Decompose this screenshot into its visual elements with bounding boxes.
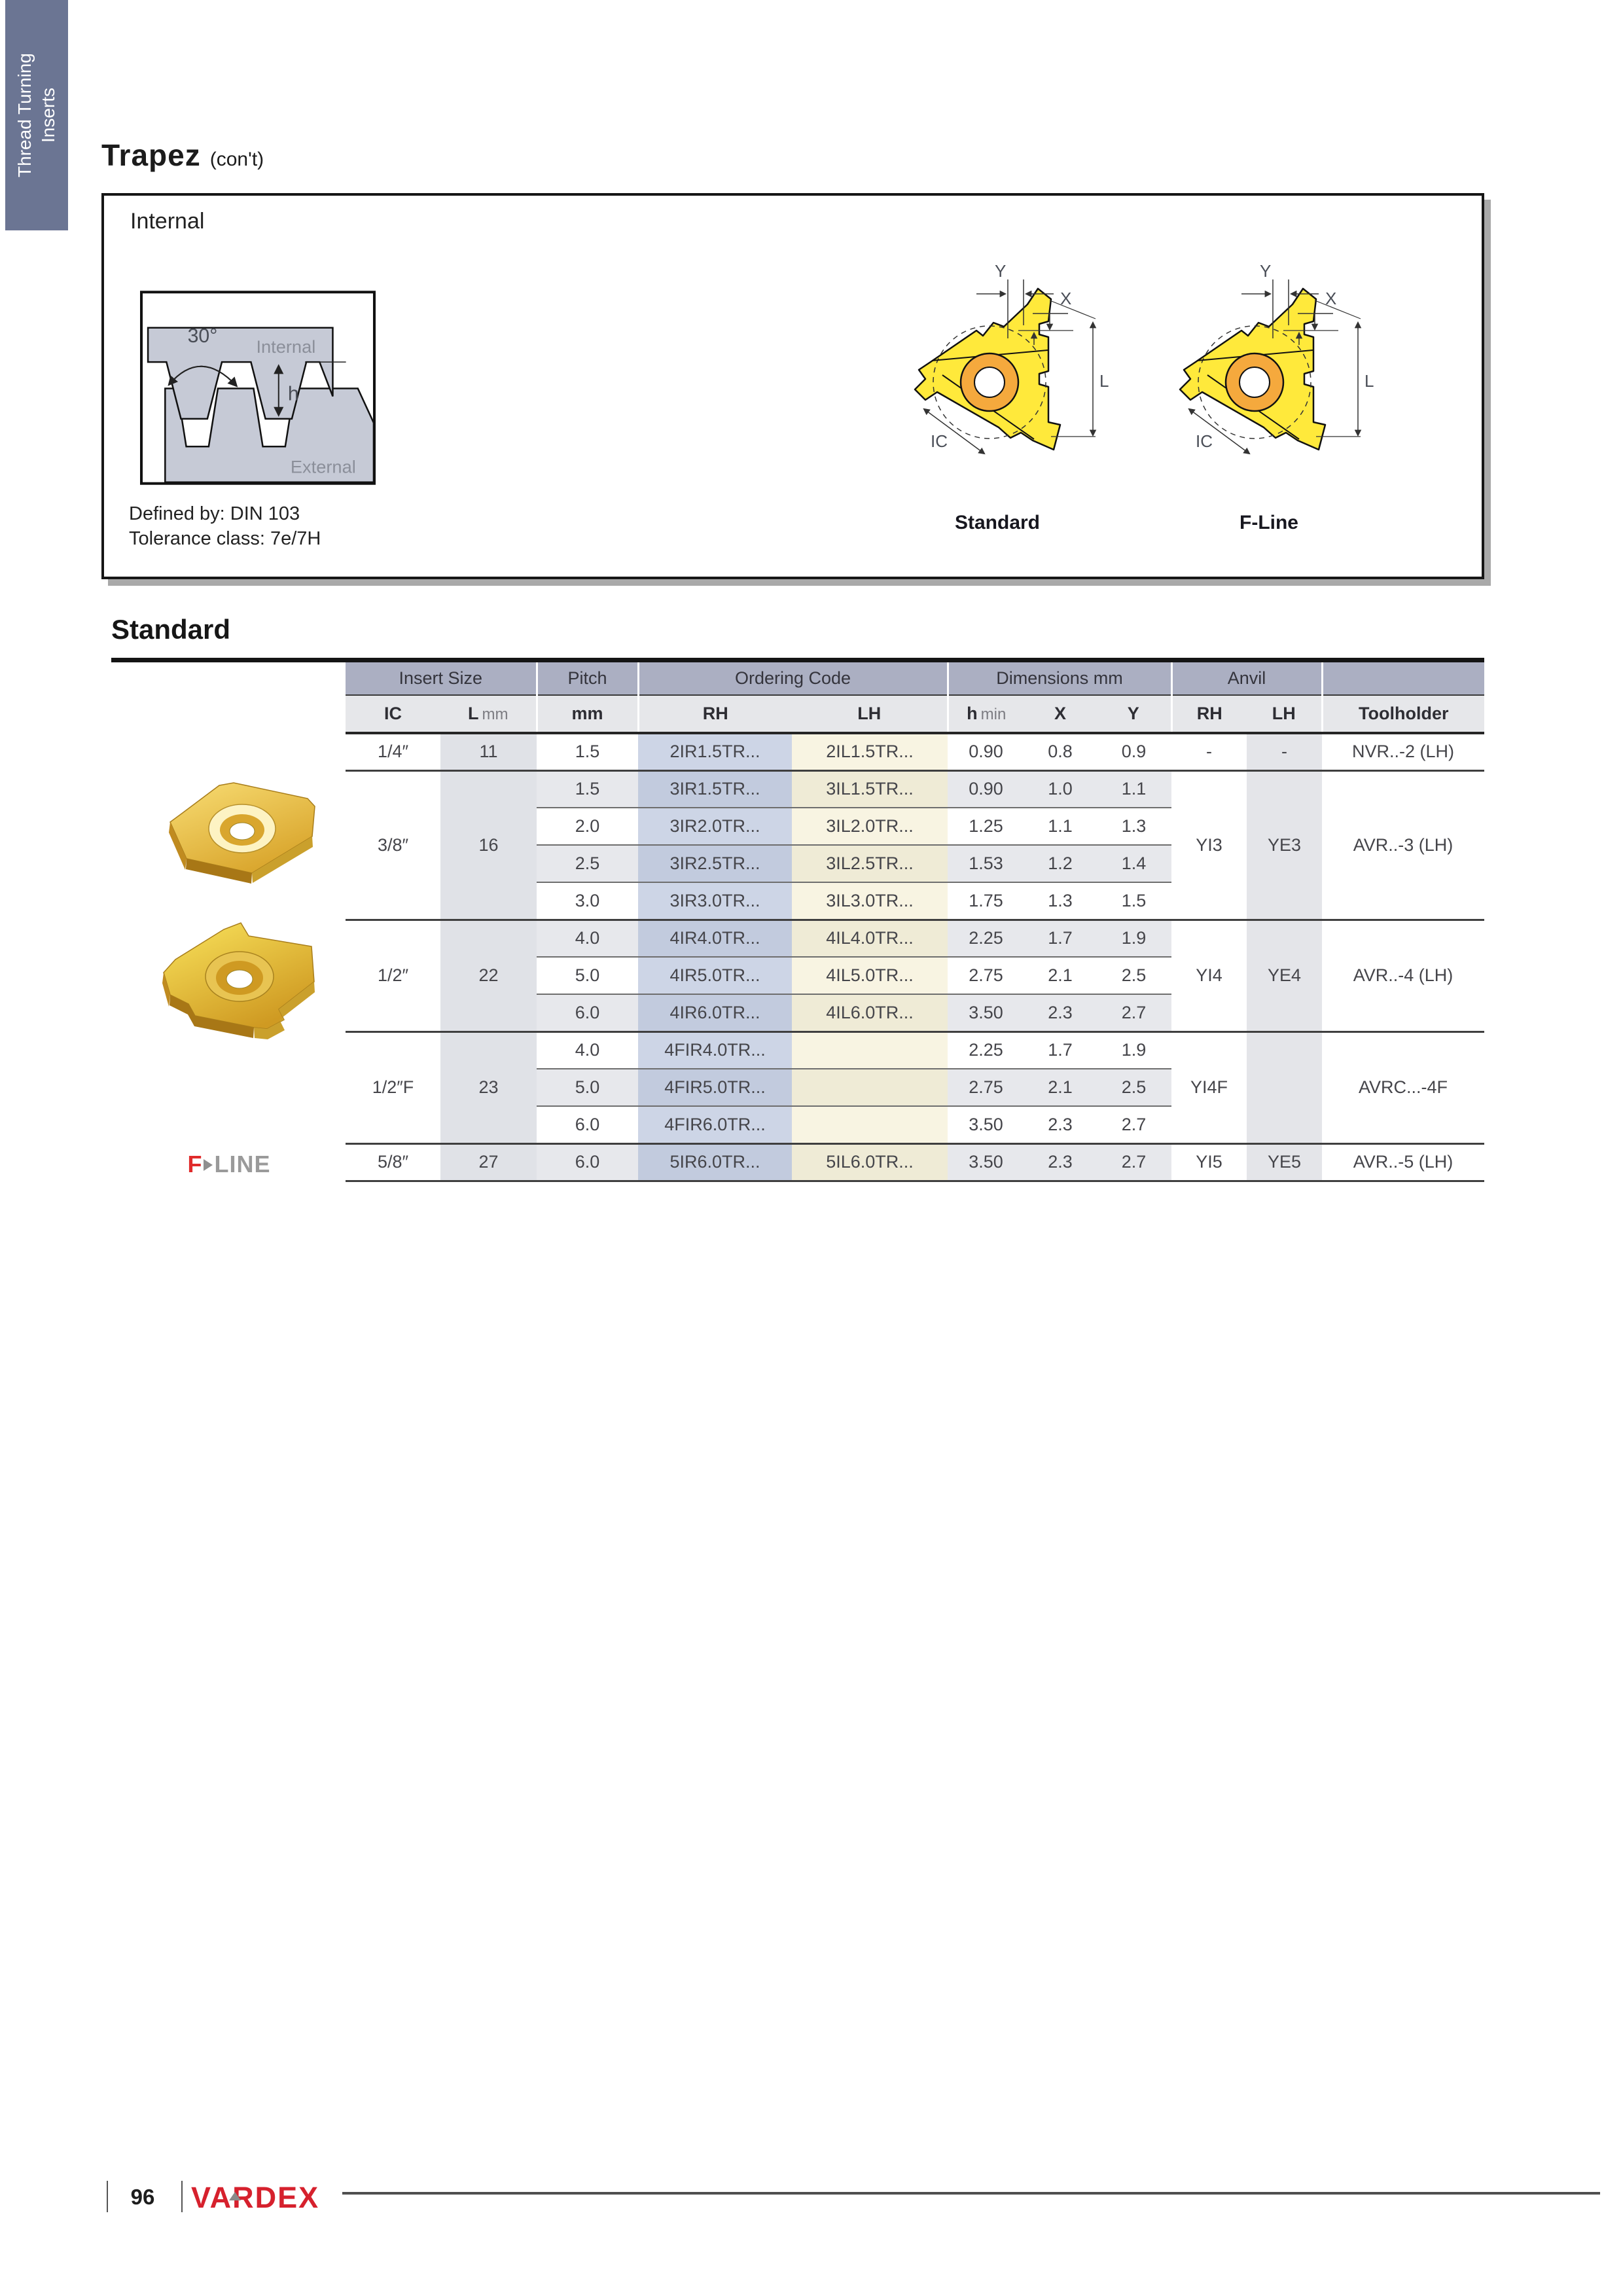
sub-header-label: RH [1196, 704, 1222, 723]
sub-header-7 [1096, 695, 1171, 733]
cell-ordering-lh: 3IL1.5TR... [792, 770, 948, 808]
dim-label-ic: IC [931, 431, 948, 451]
sub-header-6 [1024, 695, 1096, 733]
cell-insert-size-l: 22 [440, 920, 537, 1031]
cell-dim-x: 2.1 [1024, 1069, 1096, 1106]
table-group-header-row [346, 662, 1484, 695]
sub-header-label: IC [384, 704, 402, 723]
cell-dim-hmin: 3.50 [948, 994, 1024, 1031]
vardex-logo: VARDEX [191, 2181, 320, 2214]
cell-pitch: 3.0 [537, 882, 638, 920]
dim-label-l: L [1364, 371, 1374, 391]
cell-ordering-lh [792, 1106, 948, 1143]
cell-dim-x: 2.3 [1024, 1106, 1096, 1143]
group-header-dimensions-mm: Dimensions mm [948, 662, 1171, 695]
cell-dim-y: 2.7 [1096, 1143, 1171, 1181]
group-header-pitch: Pitch [537, 662, 638, 695]
cell-ordering-lh: 4IL5.0TR... [792, 957, 948, 994]
cell-dim-x: 1.7 [1024, 920, 1096, 957]
cell-ordering-rh: 4FIR5.0TR... [638, 1069, 792, 1106]
thread-profile-diagram [140, 291, 376, 485]
sub-header-9 [1247, 695, 1322, 733]
cell-anvil-rh: YI4 [1171, 920, 1247, 1031]
table-row [346, 770, 1484, 808]
sub-header-unit: min [980, 706, 1007, 723]
cell-dim-x: 2.3 [1024, 994, 1096, 1031]
cell-insert-size-ic: 3/8″ [346, 770, 440, 920]
vardex-logo-triangle-icon [229, 2192, 241, 2200]
cell-anvil-rh: YI5 [1171, 1143, 1247, 1181]
group-header-anvil: Anvil [1171, 662, 1322, 695]
screw-hole [226, 970, 253, 988]
cell-ordering-rh: 4IR5.0TR... [638, 957, 792, 994]
cell-insert-size-ic: 1/2″F [346, 1031, 440, 1143]
cell-dim-x: 1.3 [1024, 882, 1096, 920]
cell-insert-size-l: 27 [440, 1143, 537, 1181]
cell-ordering-rh: 4IR4.0TR... [638, 920, 792, 957]
cell-ordering-lh: 4IL6.0TR... [792, 994, 948, 1031]
standard-heading: Standard [111, 614, 231, 645]
sub-header-8 [1171, 695, 1247, 733]
cell-ordering-rh: 3IR2.0TR... [638, 808, 792, 845]
cell-dim-y: 2.7 [1096, 994, 1171, 1031]
group-header-ordering-code: Ordering Code [638, 662, 948, 695]
cell-dim-y: 1.9 [1096, 1031, 1171, 1069]
cell-insert-size-l: 11 [440, 733, 537, 770]
internal-label: Internal [256, 336, 316, 357]
footer-rule [342, 2192, 1600, 2195]
sub-header-3 [638, 695, 792, 733]
cell-toolholder: AVRC...-4F [1322, 1031, 1484, 1143]
cell-insert-size-l: 23 [440, 1031, 537, 1143]
table-row [346, 1031, 1484, 1069]
tolerance-text: Tolerance class: 7e/7H [129, 528, 321, 549]
cell-anvil-rh: - [1171, 733, 1247, 770]
cell-dim-y: 1.9 [1096, 920, 1171, 957]
cell-ordering-rh: 4FIR6.0TR... [638, 1106, 792, 1143]
cell-ordering-lh: 5IL6.0TR... [792, 1143, 948, 1181]
cell-pitch: 5.0 [537, 1069, 638, 1106]
cell-ordering-rh: 3IR3.0TR... [638, 882, 792, 920]
sub-header-label: LH [857, 704, 882, 723]
cell-ordering-lh: 3IL2.0TR... [792, 808, 948, 845]
section-tab-line1: Thread Turning [14, 53, 35, 177]
dim-label-y: Y [995, 261, 1007, 281]
sub-header-2 [537, 695, 638, 733]
sub-header-label: Y [1127, 704, 1139, 723]
cell-toolholder: AVR..-3 (LH) [1322, 770, 1484, 920]
cell-ordering-rh: 3IR2.5TR... [638, 845, 792, 882]
sub-header-1 [440, 695, 537, 733]
dim-label-ic: IC [1196, 431, 1213, 451]
table-row [346, 1143, 1484, 1181]
page-title-continuation: (con't) [209, 149, 264, 170]
cell-dim-x: 1.2 [1024, 845, 1096, 882]
cell-dim-hmin: 2.75 [948, 957, 1024, 994]
cell-anvil-lh [1247, 1031, 1322, 1143]
footer-divider-mid [181, 2181, 183, 2212]
cell-insert-size-ic: 1/4″ [346, 733, 440, 770]
cell-dim-y: 1.5 [1096, 882, 1171, 920]
standard-table [346, 662, 1484, 1182]
cell-pitch: 4.0 [537, 1031, 638, 1069]
cell-dim-x: 0.8 [1024, 733, 1096, 770]
cell-ordering-lh [792, 1069, 948, 1106]
group-header-blank [1322, 662, 1484, 695]
cell-pitch: 1.5 [537, 770, 638, 808]
cell-ordering-rh: 2IR1.5TR... [638, 733, 792, 770]
table-row [346, 920, 1484, 957]
cell-anvil-lh: YE3 [1247, 770, 1322, 920]
sub-header-0 [346, 695, 440, 733]
cell-anvil-rh: YI4F [1171, 1031, 1247, 1143]
cell-ordering-lh: 3IL2.5TR... [792, 845, 948, 882]
cell-dim-hmin: 0.90 [948, 770, 1024, 808]
page-title [101, 137, 264, 173]
cell-insert-size-ic: 1/2″ [346, 920, 440, 1031]
cell-dim-hmin: 2.25 [948, 920, 1024, 957]
cell-dim-y: 2.7 [1096, 1106, 1171, 1143]
cell-dim-y: 2.5 [1096, 957, 1171, 994]
standard-table-wrap [346, 662, 1484, 1182]
section-tab-text [5, 0, 68, 230]
cell-ordering-lh: 2IL1.5TR... [792, 733, 948, 770]
dim-label-x: X [1060, 289, 1072, 308]
cell-dim-y: 1.4 [1096, 845, 1171, 882]
fline-logo-f: F [187, 1151, 203, 1177]
cell-pitch: 2.5 [537, 845, 638, 882]
h-label: h [287, 383, 299, 405]
insert-photo-fline [156, 918, 319, 1042]
cell-toolholder: NVR..-2 (LH) [1322, 733, 1484, 770]
cell-pitch: 4.0 [537, 920, 638, 957]
cell-pitch: 6.0 [537, 994, 638, 1031]
sub-header-label: mm [571, 704, 603, 723]
table-top-rule [111, 658, 1484, 662]
cell-dim-x: 2.1 [1024, 957, 1096, 994]
cell-toolholder: AVR..-4 (LH) [1322, 920, 1484, 1031]
cell-dim-hmin: 1.25 [948, 808, 1024, 845]
internal-heading: Internal [130, 209, 205, 234]
external-label: External [290, 456, 356, 477]
cell-dim-hmin: 3.50 [948, 1106, 1024, 1143]
section-tab-line2: Inserts [38, 87, 58, 143]
hole-center [974, 367, 1005, 397]
sub-header-label: X [1054, 704, 1067, 723]
sub-header-10 [1322, 695, 1484, 733]
cell-pitch: 6.0 [537, 1143, 638, 1181]
cell-dim-x: 1.1 [1024, 808, 1096, 845]
section-tab [5, 0, 68, 230]
caption-standard: Standard [954, 512, 1041, 533]
table-sub-header-row [346, 695, 1484, 733]
cell-dim-x: 1.7 [1024, 1031, 1096, 1069]
cell-dim-y: 0.9 [1096, 733, 1171, 770]
dim-label-l: L [1099, 371, 1109, 391]
cell-dim-y: 1.3 [1096, 808, 1171, 845]
insert-photo-standard [160, 776, 317, 888]
caption-fline: F-Line [1240, 512, 1298, 533]
fline-logo-rest: LINE [214, 1151, 271, 1177]
cell-ordering-lh: 4IL4.0TR... [792, 920, 948, 957]
angle-label: 30° [187, 325, 218, 347]
cell-toolholder: AVR..-5 (LH) [1322, 1143, 1484, 1181]
cell-ordering-rh: 4IR6.0TR... [638, 994, 792, 1031]
cell-ordering-lh [792, 1031, 948, 1069]
cell-ordering-rh: 4FIR4.0TR... [638, 1031, 792, 1069]
insert-diagram-fline [1164, 261, 1400, 477]
internal-section [101, 193, 1484, 579]
cell-anvil-lh: YE5 [1247, 1143, 1322, 1181]
cell-anvil-lh: YE4 [1247, 920, 1322, 1031]
cell-ordering-lh: 3IL3.0TR... [792, 882, 948, 920]
cell-dim-y: 2.5 [1096, 1069, 1171, 1106]
footer-divider-left [107, 2181, 108, 2212]
cell-anvil-rh: YI3 [1171, 770, 1247, 920]
page-title-main: Trapez [101, 138, 201, 172]
cell-dim-hmin: 0.90 [948, 733, 1024, 770]
cell-dim-y: 1.1 [1096, 770, 1171, 808]
sub-header-label: Toolholder [1359, 704, 1449, 723]
insert-diagram-standard [899, 261, 1135, 477]
sub-header-unit: mm [482, 706, 508, 723]
cell-dim-x: 1.0 [1024, 770, 1096, 808]
cell-pitch: 1.5 [537, 733, 638, 770]
sub-header-5 [948, 695, 1024, 733]
cell-dim-hmin: 3.50 [948, 1143, 1024, 1181]
group-header-insert-size: Insert Size [346, 662, 537, 695]
page-number: 96 [130, 2185, 155, 2209]
cell-pitch: 5.0 [537, 957, 638, 994]
sub-header-label: h [967, 704, 978, 723]
sub-header-4 [792, 695, 948, 733]
cell-insert-size-l: 16 [440, 770, 537, 920]
table-row [346, 733, 1484, 770]
cell-pitch: 6.0 [537, 1106, 638, 1143]
dim-label-y: Y [1260, 261, 1272, 281]
cell-dim-x: 2.3 [1024, 1143, 1096, 1181]
cell-anvil-lh: - [1247, 733, 1322, 770]
cell-dim-hmin: 1.75 [948, 882, 1024, 920]
hole-center [1240, 367, 1270, 397]
cell-insert-size-ic: 5/8″ [346, 1143, 440, 1181]
fline-logo [167, 1151, 291, 1178]
cell-dim-hmin: 2.25 [948, 1031, 1024, 1069]
cell-pitch: 2.0 [537, 808, 638, 845]
sub-header-label: L [468, 704, 479, 723]
sub-header-label: LH [1272, 704, 1296, 723]
sub-header-label: RH [702, 704, 728, 723]
cell-dim-hmin: 1.53 [948, 845, 1024, 882]
defined-by-text: Defined by: DIN 103 [129, 503, 300, 524]
screw-hole [230, 823, 255, 840]
cell-dim-hmin: 2.75 [948, 1069, 1024, 1106]
fline-logo-arrow-icon [204, 1159, 213, 1171]
cell-ordering-rh: 3IR1.5TR... [638, 770, 792, 808]
cell-ordering-rh: 5IR6.0TR... [638, 1143, 792, 1181]
dim-label-x: X [1325, 289, 1337, 308]
